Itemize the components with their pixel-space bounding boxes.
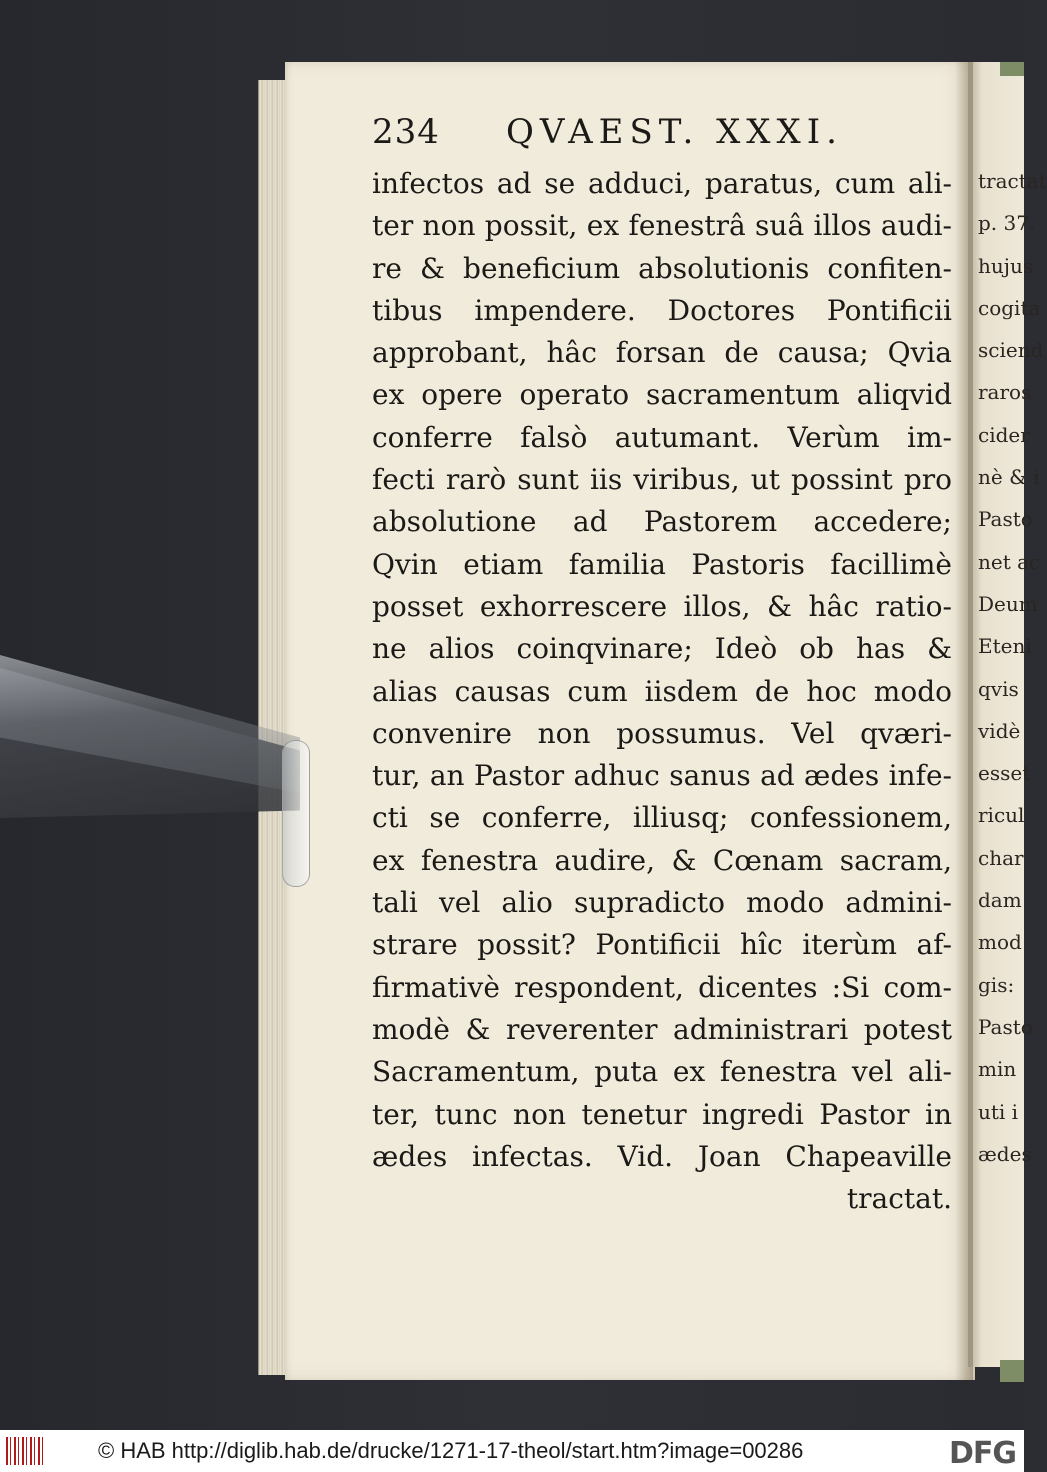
footer-bar	[0, 1430, 1024, 1472]
text-line: strare possit? Pontificii hîc iterùm af-	[372, 928, 952, 962]
neighbor-line: char	[978, 845, 1024, 870]
binding-ribbon-bottom	[1000, 1360, 1024, 1382]
text-line: modè & reverenter administrari potest	[372, 1012, 952, 1046]
text-line: fecti rarò sunt iis viribus, ut possint pro	[372, 463, 952, 497]
neighbor-line: uti i	[978, 1099, 1019, 1124]
neighbor-page-text	[978, 160, 1047, 1175]
neighbor-line: dam	[978, 888, 1022, 913]
barcode-icon	[6, 1437, 46, 1465]
neighbor-line: cogita	[978, 295, 1041, 320]
neighbor-line: raros	[978, 380, 1032, 405]
page-number: 234	[372, 112, 440, 152]
neighbor-line: ricul	[978, 803, 1025, 828]
neighbor-line: p. 37.	[978, 211, 1036, 236]
neighbor-line: hujus	[978, 253, 1034, 278]
neighbor-line: cider	[978, 422, 1030, 447]
page-header	[372, 112, 962, 162]
neighbor-line: Eteni	[978, 634, 1032, 659]
neighbor-line: mod	[978, 930, 1022, 955]
copyright-link[interactable]: © HAB http://diglib.hab.de/drucke/1271-17-theol/start.htm?image=00286	[98, 1438, 804, 1463]
text-line: Sacramentum, puta ex fenestra vel ali-	[372, 1055, 952, 1089]
neighbor-line: Pasto	[978, 1014, 1033, 1039]
running-head: QVAEST. XXXI.	[506, 112, 843, 152]
neighbor-line: Pasto	[978, 507, 1033, 532]
neighbor-line: tractat	[978, 169, 1047, 193]
text-line: tur, an Pastor adhuc sanus ad ædes infe-	[372, 759, 952, 793]
gutter-shadow	[955, 62, 973, 1380]
text-line: ter non possit, ex fenestrâ suâ illos audi-	[372, 209, 952, 243]
neighbor-line: esset	[978, 761, 1031, 786]
dfg-logo: DFG	[948, 1436, 1016, 1471]
binding-ribbon-top	[1000, 62, 1024, 76]
neighbor-line: gis:	[978, 972, 1015, 997]
text-line: firmativè respondent, dicentes :Si com-	[372, 970, 952, 1004]
body-text	[372, 163, 952, 1220]
text-line: Qvin etiam familia Pastoris facillimè	[372, 547, 952, 581]
text-line: convenire non possumus. Vel qværi-	[372, 716, 952, 750]
neighbor-line: net ac	[978, 549, 1041, 574]
neighbor-line: min	[978, 1057, 1017, 1082]
neighbor-line: ædes	[978, 1141, 1032, 1166]
text-line: ædes infectas. Vid. Joan Chapeaville	[372, 1139, 952, 1173]
page-clip-tip	[282, 740, 310, 887]
neighbor-line: qvis	[978, 676, 1019, 701]
neighbor-line: sciend	[978, 338, 1044, 363]
text-line: approbant, hâc forsan de causa; Qvia	[372, 336, 952, 370]
text-line: absolutione ad Pastorem accedere;	[372, 505, 952, 539]
neighbor-line: vidè	[978, 718, 1021, 743]
text-line: tractat.	[846, 1182, 952, 1216]
text-line: tali vel alio supradicto modo admini-	[372, 886, 952, 920]
text-line: re & beneficium absolutionis confiten-	[372, 251, 952, 285]
text-line: ex fenestra audire, & Cœnam sacram,	[372, 843, 952, 877]
text-line: ex opere operato sacramentum aliqvid	[372, 378, 952, 412]
text-line: conferre falsò autumant. Verùm im-	[372, 420, 952, 454]
text-line: ne alios coinqvinare; Ideò ob has &	[372, 632, 952, 666]
neighbor-line: nè & i	[978, 465, 1040, 490]
text-line: ter, tunc non tenetur ingredi Pastor in	[372, 1097, 952, 1131]
text-line: cti se conferre, illiusq; confessionem,	[372, 801, 952, 835]
text-line: infectos ad se adduci, paratus, cum ali-	[372, 167, 952, 200]
text-line: posset exhorrescere illos, & hâc ratio-	[372, 589, 952, 623]
neighbor-line: Deum	[978, 591, 1038, 616]
text-line: alias causas cum iisdem de hoc modo	[372, 674, 952, 708]
text-line: tibus impendere. Doctores Pontificii	[372, 293, 952, 327]
